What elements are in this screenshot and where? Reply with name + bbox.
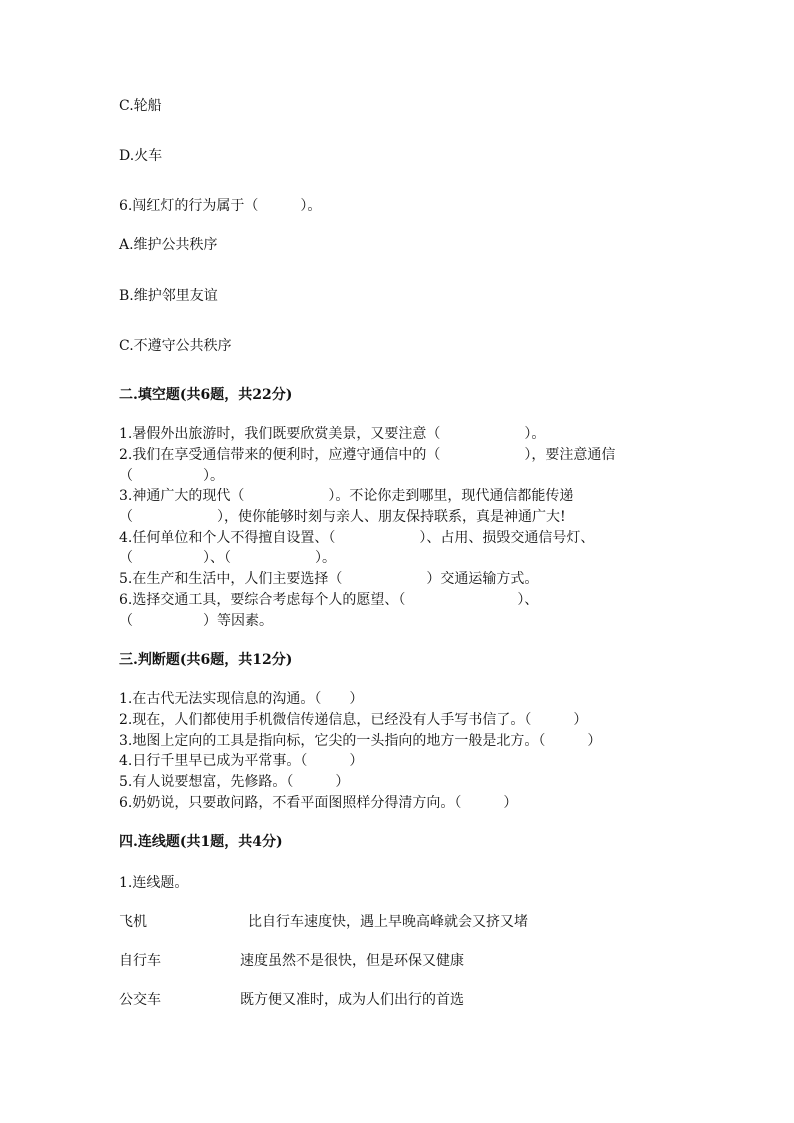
match-right-item[interactable]: 比自行车速度快，遇上早晚高峰就会又挤又堵: [248, 914, 528, 930]
question-6-option-b: B.维护邻里友谊: [119, 288, 218, 304]
fill-line: 1.暑假外出旅游时，我们既要欣赏美景，又要注意（ ）。: [119, 426, 546, 442]
mc-option-d: D.火车: [119, 148, 163, 164]
fill-line: （ ）等因素。: [119, 613, 273, 629]
fill-line: 2.我们在享受通信带来的便利时，应遵守通信中的（ ），要注意通信: [119, 447, 616, 463]
judge-line: 3.地图上定向的工具是指向标，它尖的一头指向的地方一般是北方。（ ）: [119, 733, 602, 749]
question-6-option-c: C.不遵守公共秩序: [119, 338, 232, 354]
fill-line: （ ），使你能够时刻与亲人、朋友保持联系，真是神通广大!: [119, 509, 566, 525]
match-section-heading: 四.连线题(共1题，共4分): [119, 834, 283, 850]
fill-line: 3.神通广大的现代（ ）。不论你走到哪里，现代通信都能传递: [119, 488, 574, 504]
fill-line: （ ）。: [119, 468, 224, 484]
judge-line: 4.日行千里早已成为平常事。（ ）: [119, 753, 364, 769]
fill-line: 6.选择交通工具，要综合考虑每个人的愿望、（ ）、: [119, 592, 539, 608]
match-right-item[interactable]: 速度虽然不是很快，但是环保又健康: [240, 953, 464, 969]
judge-line: 1.在古代无法实现信息的沟通。（ ）: [119, 691, 364, 707]
match-left-item[interactable]: 公交车: [119, 992, 161, 1008]
judge-section-heading: 三.判断题(共6题，共12分): [119, 652, 293, 668]
judge-line: 5.有人说要想富，先修路。（ ）: [119, 774, 350, 790]
question-6-option-a: A.维护公共秩序: [119, 237, 218, 253]
fill-line: 5.在生产和生活中，人们主要选择（ ）交通运输方式。: [119, 571, 539, 587]
match-left-item[interactable]: 飞机: [119, 914, 147, 930]
match-left-item[interactable]: 自行车: [119, 953, 161, 969]
fill-section-heading: 二.填空题(共6题，共22分): [119, 387, 293, 403]
judge-line: 6.奶奶说，只要敢问路，不看平面图照样分得清方向。（ ）: [119, 795, 518, 811]
mc-option-c: C.轮船: [119, 98, 162, 114]
match-question-stem: 1.连线题。: [119, 875, 189, 891]
match-right-item[interactable]: 既方便又准时，成为人们出行的首选: [240, 992, 464, 1008]
judge-line: 2.现在，人们都使用手机微信传递信息，已经没有人手写书信了。（ ）: [119, 712, 588, 728]
fill-line: 4.任何单位和个人不得擅自设置、（ ）、占用、损毁交通信号灯、: [119, 530, 595, 546]
fill-line: （ ）、（ ）。: [119, 550, 336, 566]
question-6-stem: 6.闯红灯的行为属于（ ）。: [119, 198, 322, 214]
